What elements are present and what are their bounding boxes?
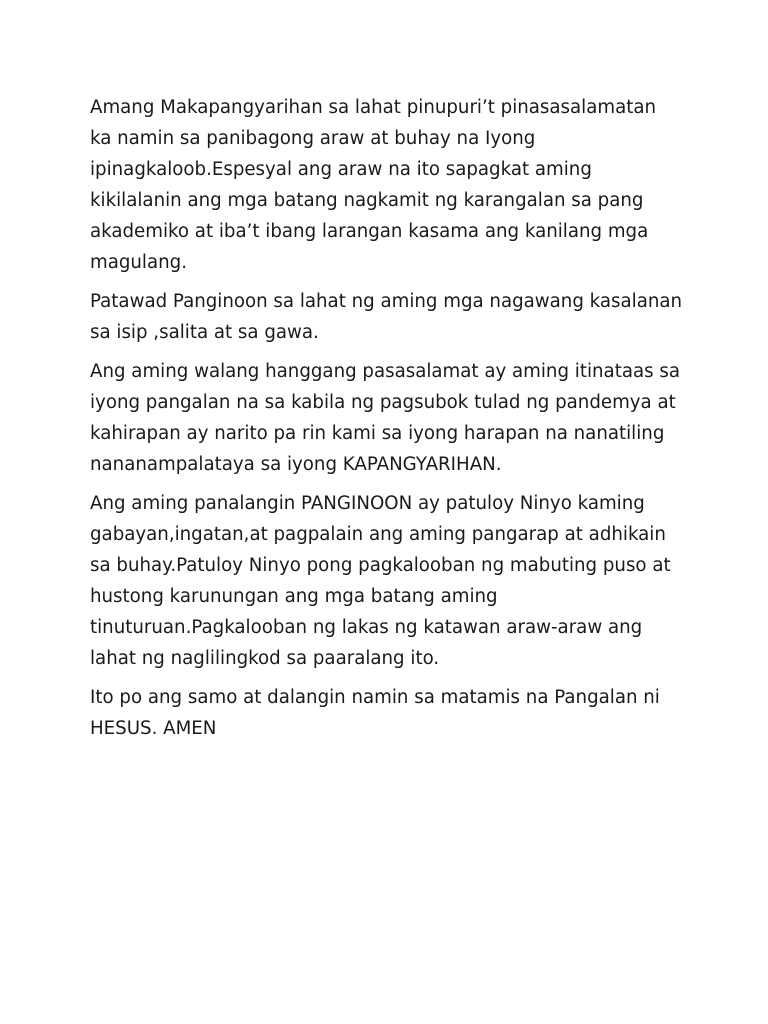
- text-line: sa buhay.Patuloy Ninyo pong pagkalooban ng mabuting puso at: [90, 555, 671, 576]
- text-line: akademiko at iba’t ibang larangan kasama ang kanilang mga: [90, 221, 649, 242]
- text-line: tinuturuan.Pagkalooban ng lakas ng katawan araw-araw ang: [90, 617, 643, 638]
- paragraph-forgiveness: [90, 286, 683, 348]
- text-line: lahat ng naglilingkod sa paaralang ito.: [90, 648, 440, 669]
- text-line: sa isip ,salita at sa gawa.: [90, 322, 319, 343]
- text-line: HESUS. AMEN: [90, 718, 217, 739]
- text-line: Ang aming walang hanggang pasasalamat ay aming itinataas sa: [90, 361, 680, 382]
- text-line: Ang aming panalangin PANGINOON ay patuloy Ninyo kaming: [90, 493, 645, 514]
- text-line: iyong pangalan na sa kabila ng pagsubok tulad ng pandemya at: [90, 392, 676, 413]
- document-body: [90, 92, 683, 752]
- text-line: nananampalataya sa iyong KAPANGYARIHAN.: [90, 454, 502, 475]
- text-line: ipinagkaloob.Espesyal ang araw na ito sapagkat aming: [90, 159, 592, 180]
- paragraph-opening-praise: [90, 92, 680, 278]
- paragraph-thanksgiving: [90, 356, 680, 480]
- text-line: hustong karunungan ang mga batang aming: [90, 586, 498, 607]
- paragraph-petition: [90, 488, 680, 674]
- text-line: magulang.: [90, 252, 187, 273]
- text-line: kikilalanin ang mga batang nagkamit ng karangalan sa pang: [90, 190, 644, 211]
- text-line: ka namin sa panibagong araw at buhay na Iyong: [90, 128, 536, 149]
- text-line: Ito po ang samo at dalangin namin sa matamis na Pangalan ni: [90, 687, 660, 708]
- text-line: Patawad Panginoon sa lahat ng aming mga nagawang kasalanan: [90, 291, 683, 312]
- text-line: Amang Makapangyarihan sa lahat pinupuri’t pinasasalamatan: [90, 97, 657, 118]
- text-line: gabayan,ingatan,at pagpalain ang aming pangarap at adhikain: [90, 524, 666, 545]
- text-line: kahirapan ay narito pa rin kami sa iyong harapan na nanatiling: [90, 423, 665, 444]
- paragraph-closing: [90, 682, 680, 744]
